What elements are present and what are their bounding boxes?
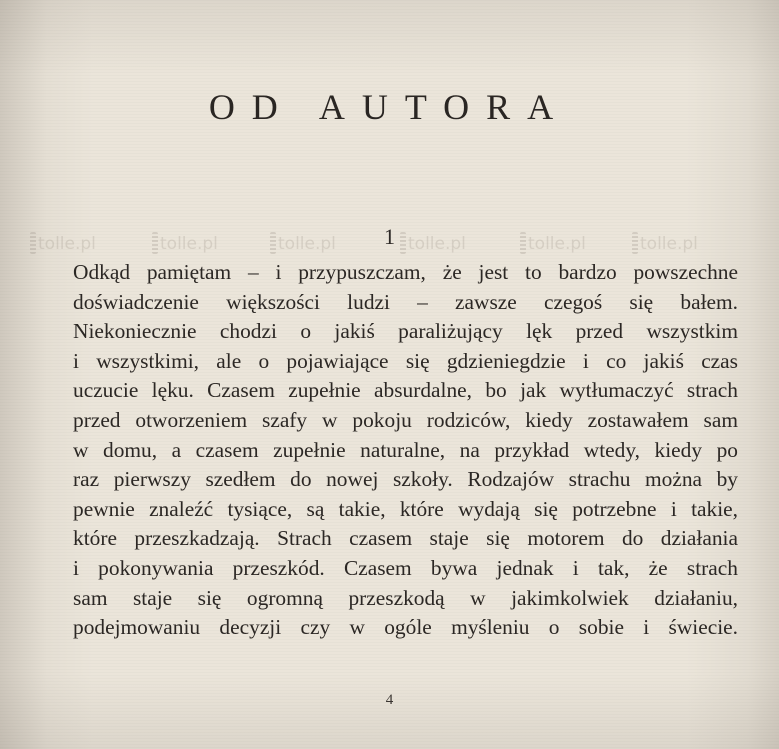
chapter-heading: OD AUTORA (208, 87, 571, 127)
paragraph-line: podejmowaniu decyzji czy w ogóle myśleniu o sobie i świecie. (73, 615, 738, 640)
section-number: 1 (384, 224, 395, 249)
watermark-text: tolle.pl (408, 234, 466, 254)
watermark-text: tolle.pl (640, 234, 698, 254)
watermark-text: tolle.pl (528, 234, 586, 254)
page-number: 4 (385, 692, 394, 708)
paragraph-line: Odkąd pamiętam – i przypuszczam, że jest to bardzo powszechne (73, 260, 738, 284)
paragraph-line: przed otworzeniem szafy w pokoju rodziców, kiedy zostawałem sam (73, 407, 738, 432)
paragraph-line: Niekoniecznie chodzi o jakiś paraliżujący lęk przed wszystkim (73, 319, 738, 344)
watermark-text: tolle.pl (38, 234, 96, 254)
watermark-text: tolle.pl (278, 234, 336, 254)
paragraph-line: uczucie lęku. Czasem zupełnie absurdalne, bo jak wytłumaczyć strach (73, 378, 738, 403)
paragraph-line: raz pierwszy szedłem do nowej szkoły. Rodzajów strachu można by (73, 467, 738, 492)
paragraph-line: doświadczenie większości ludzi – zawsze czegoś się bałem. (73, 289, 738, 314)
paragraph-line: w domu, a czasem zupełnie naturalne, na przykład wtedy, kiedy po (73, 437, 738, 462)
paragraph-line: które przeszkadzają. Strach czasem staje się motorem do działania (73, 526, 738, 551)
body-paragraph (73, 258, 738, 643)
watermark-text: tolle.pl (160, 234, 218, 254)
paragraph-line: i pokonywania przeszkód. Czasem bywa jednak i tak, że strach (73, 555, 738, 580)
paragraph-line: pewnie znaleźć tysiące, są takie, które wydają się potrzebne i takie, (73, 496, 738, 521)
paragraph-line: i wszystkimi, ale o pojawiające się gdzieniegdzie i co jakiś czas (73, 348, 738, 373)
paragraph-line: sam staje się ogromną przeszkodą w jakimkolwiek działaniu, (73, 585, 738, 610)
